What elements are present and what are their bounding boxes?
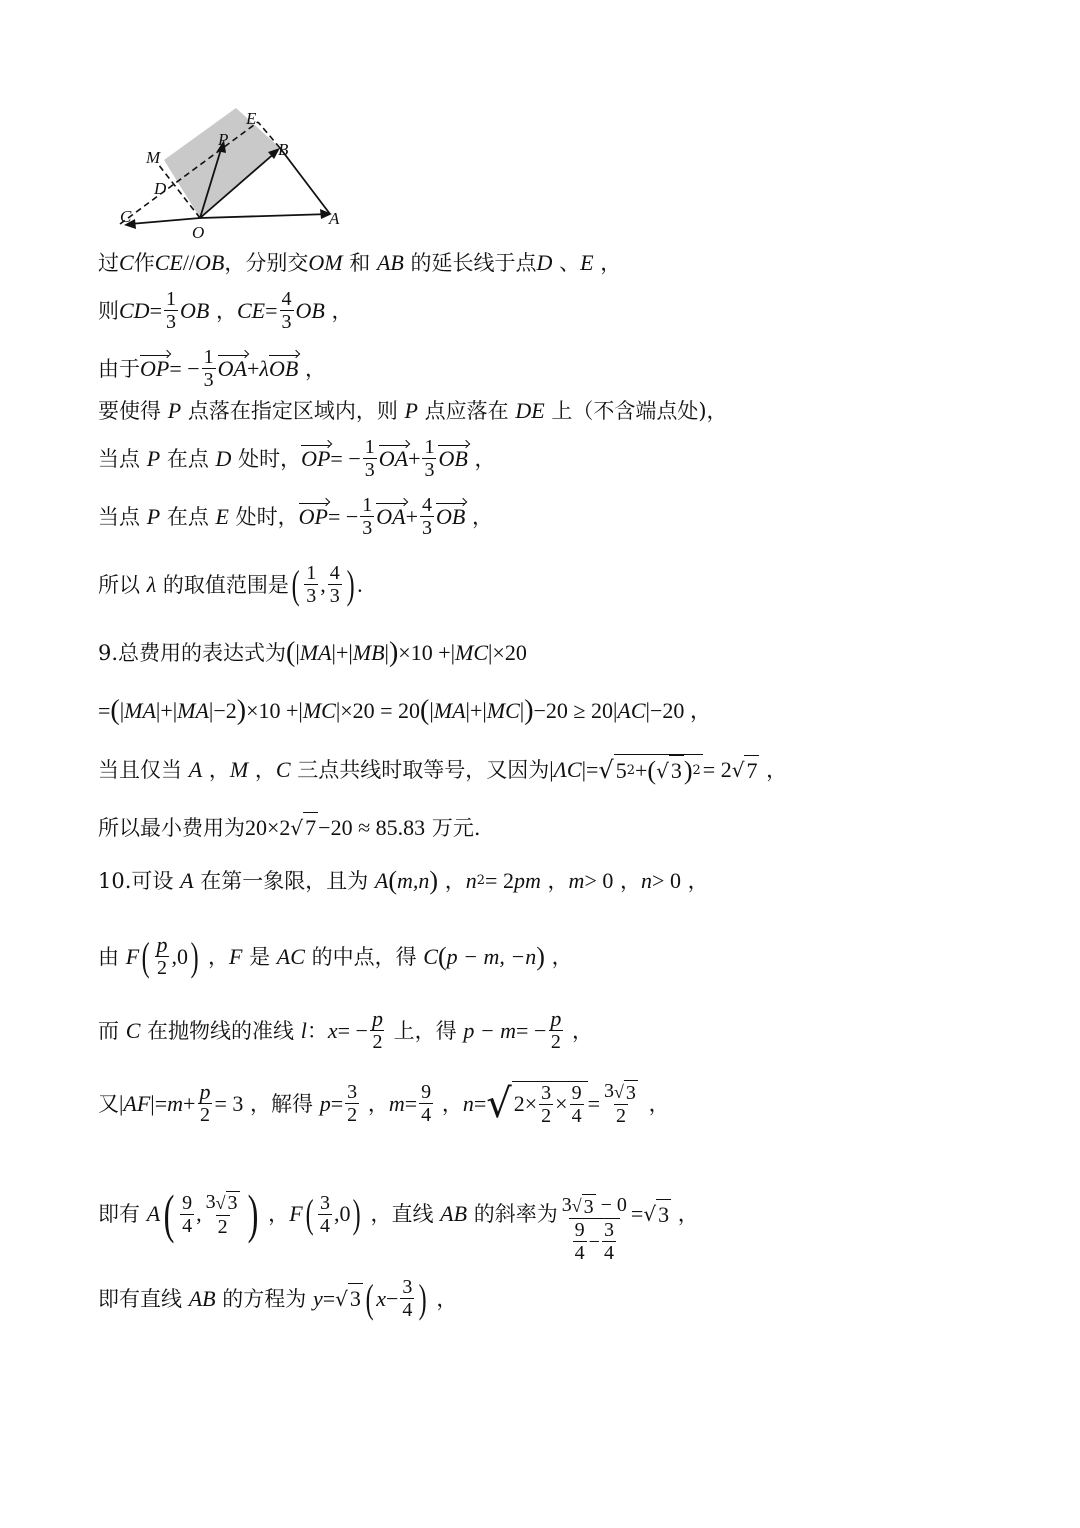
fraction: $\frac{p}{2}$ — [199, 1079, 211, 1127]
label-d: D — [154, 179, 167, 198]
label-b: B — [278, 140, 289, 159]
fraction: $\frac{1}{3}$ — [424, 436, 435, 481]
p10-line-5: 即有 A ( $\frac{9}{4}$ , 3 √ 3 2 ) ， F ( $\frac{3}{4}$ ,0 ) ，直线 AB 的斜率为 3 √ 3 − 0 $\frac{9}{4}$ − $\frac{3}{4}$ = √ 3 ， — [98, 1184, 699, 1265]
p8-line-4: 要使得 P 点落在指定区域内，则 P 点应落在 DE 上（不含端点处)， — [98, 398, 728, 423]
fraction: 3 √ 3 2 — [604, 1080, 636, 1128]
fraction: $\frac{9}{4}$ — [421, 1081, 432, 1127]
label-c: C — [120, 207, 132, 226]
sqrt: √ 2× $\frac{3}{2}$ × $\frac{9}{4}$ — [486, 1081, 587, 1127]
p9-line-1: 9.总费用的表达式为 ( | MA | + | MB | ) ×10 + | MC | ×20 — [98, 637, 527, 668]
fraction: $\frac{9}{4}$ — [182, 1191, 193, 1237]
p8-line-2: 则 CD = $\frac{1}{3}$ OB ， CE = $\frac{4}{3}$ OB ， — [98, 288, 353, 333]
p8-line-7: 所以 λ 的取值范围是 ( $\frac{1}{3}$ , $\frac{4}{3}$ ) . — [98, 561, 363, 607]
fraction: $\frac{3}{4}$ — [319, 1191, 330, 1237]
fraction: $\frac{1}{3}$ — [362, 494, 373, 539]
sqrt: √ 5 2 + ( √ 3 ) 2 — [598, 755, 701, 785]
p10-line-4: 又 | AF | = m + $\frac{p}{2}$ = 3 ，解得 p = $\frac{3}{2}$ ， m = $\frac{9}{4}$ ， n = √ 2× $\frac{3}{2}$ × $\frac{9}{4}$ = 3 √ 3 2 ， — [98, 1079, 670, 1128]
fraction: $\frac{4}{3}$ — [329, 562, 340, 607]
fraction: $\frac{1}{3}$ — [306, 562, 317, 607]
fraction: 3 √ 3 2 — [205, 1190, 238, 1238]
label-o: O — [192, 223, 205, 242]
vector-figure — [108, 100, 348, 242]
fraction: $\frac{3}{2}$ — [347, 1081, 358, 1127]
sqrt: √ 3 — [335, 1283, 363, 1314]
label-e: E — [246, 109, 257, 128]
fraction: $\frac{3}{4}$ — [402, 1276, 413, 1321]
p9-line-4: 所以最小费用为 20×2 √ 7 −20 ≈ 85.83 万元. — [98, 812, 481, 843]
label-m: M — [146, 148, 161, 167]
p10-line-2: 由 F ( $\frac{p}{2}$ ,0 ) ， F 是 AC 的中点，得 C ( p − m, −n ) ， — [98, 932, 573, 979]
vector-oc — [130, 218, 200, 224]
slope-fraction: 3 √ 3 − 0 $\frac{9}{4}$ − $\frac{3}{4}$ — [561, 1194, 627, 1265]
sqrt: √ 3 — [643, 1199, 671, 1230]
fraction: $\frac{1}{3}$ — [364, 436, 375, 481]
p8-line-3: 由于 OP = − $\frac{1}{3}$ OA + λ OB ， — [98, 346, 326, 391]
fraction: $\frac{p}{2}$ — [156, 932, 168, 979]
fraction: $\frac{p}{2}$ — [371, 1006, 383, 1053]
fraction: $\frac{4}{3}$ — [422, 494, 433, 539]
sqrt: √ 7 — [290, 812, 318, 843]
p10-line-3: 而 C 在抛物线的准线 l ： x = − $\frac{p}{2}$ 上，得 p − m = − $\frac{p}{2}$ ， — [98, 1006, 594, 1053]
fraction: $\frac{1}{3}$ — [203, 346, 214, 391]
fraction: $\frac{p}{2}$ — [550, 1006, 562, 1053]
p9-line-2: = ( | MA | + | MA | −2 ) ×10 + | MC | ×20 = 20 ( | MA | + | MC | ) −20 ≥ 20 | AC | −20 ， — [98, 695, 712, 726]
fraction: $\frac{1}{3}$ — [165, 288, 176, 333]
label-p: P — [218, 130, 229, 149]
fraction: $\frac{4}{3}$ — [281, 288, 292, 333]
p8-line-6: 当点 P 在点 E 处时， OP = − $\frac{1}{3}$ OA + $\frac{4}{3}$ OB ， — [98, 494, 494, 539]
vector-oa — [200, 214, 330, 218]
label-a: A — [329, 209, 340, 228]
sqrt: √ 7 — [732, 755, 760, 786]
p8-line-1: 过 C 作 CE // OB ，分别交 OM 和 AB 的延长线于点 D 、 E ， — [98, 250, 622, 275]
p9-line-3: 当且仅当 A ， M ， C 三点共线时取等号，又因为 | ΛC | = √ 5 2 + ( √ 3 ) 2 = 2 √ 7 ， — [98, 755, 788, 785]
p10-line-1: 10.可设 A 在第一象限，且为 A ( m,n ) ， n 2 = 2 pm ， m > 0 ， n > 0 ， — [98, 866, 709, 895]
p10-line-6: 即有直线 AB 的方程为 y = √ 3 ( x − $\frac{3}{4}$ ) ， — [98, 1275, 458, 1321]
p8-line-5: 当点 P 在点 D 处时， OP = − $\frac{1}{3}$ OA + $\frac{1}{3}$ OB ， — [98, 436, 496, 481]
